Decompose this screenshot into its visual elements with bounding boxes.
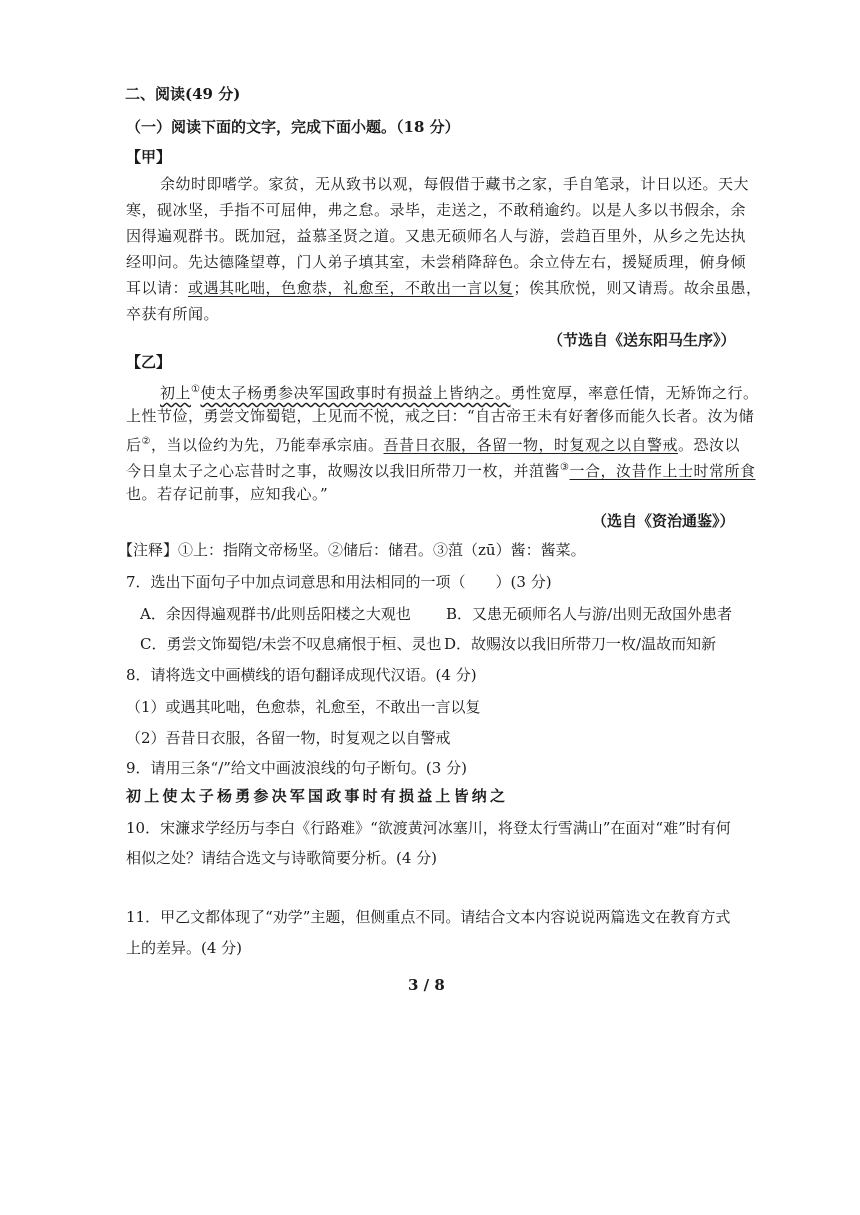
- q7-option-b: B．又患无硕师名人与游/出则无敌国外患者: [446, 605, 733, 623]
- jia-line-2: 寒，砚冰坚，手指不可屈伸，弗之怠。录毕，走送之，不敢稍逾约。以是人多以书假余，余: [126, 201, 747, 219]
- yi-line-1-post: 勇性宽厚，率意任情，无矫饰之行。: [510, 384, 759, 402]
- yi-line-5: 也。若存记前事，应知我心。”: [126, 485, 329, 503]
- jia-source: （节选自《送东阳马生序》）: [548, 331, 736, 349]
- note-marker-2: ②: [141, 436, 151, 447]
- question-11-line-1: 11．甲乙文都体现了“劝学”主题，但侧重点不同。请结合文本内容说说两篇选文在教育方式: [126, 908, 731, 926]
- q7-option-c: C．勇尝文饰蜀铠/未尝不叹息痛恨于桓、灵也: [140, 635, 442, 653]
- note-marker-3: ③: [560, 462, 570, 473]
- jia-underlined-sentence: 或遇其叱咄，色愈恭，礼愈至，不敢出一言以复: [188, 279, 514, 297]
- question-10-line-2: 相似之处？请结合选文与诗歌简要分析。(4 分): [126, 849, 438, 867]
- yi-line-2: 上性节俭，勇尝文饰蜀铠，上见而不悦，戒之曰：“自古帝王未有好奢侈而能久长者。汝为储: [126, 407, 755, 425]
- annotations: 【注释】①上：指隋文帝杨坚。②储后：储君。③菹（zū）酱：酱菜。: [118, 541, 586, 559]
- jia-line-4: 经叩问。先达德隆望尊，门人弟子填其室，未尝稍降辞色。余立侍左右，援疑质理，俯身倾: [126, 253, 747, 271]
- yi-line-3: [126, 432, 740, 455]
- yi-source: （选自《资治通鉴》）: [592, 512, 735, 530]
- question-8-part-2: （2）吾昔日衣服，各留一物，时复观之以自警戒: [126, 729, 451, 747]
- jia-line-5-post: ；俟其欣悦，则又请焉。故余虽愚，: [513, 279, 762, 297]
- question-9: 9．请用三条“/”给文中画波浪线的句子断句。(3 分): [126, 759, 467, 777]
- question-8-part-1: （1）或遇其叱咄，色愈恭，礼愈至，不敢出一言以复: [126, 698, 481, 716]
- question-9-sentence: 初上使太子杨勇参决军国政事时有损益上皆纳之: [126, 787, 509, 805]
- question-7: 7．选出下面句子中加点词意思和用法相同的一项（ ）(3 分): [126, 573, 552, 591]
- yi-wavy-sentence-a: 初上: [160, 384, 192, 402]
- jia-line-5-pre: 耳以请：: [126, 279, 189, 297]
- page-number: 3 / 8: [408, 976, 445, 994]
- jia-line-5: [126, 278, 762, 298]
- yi-line-3-mid: ，当以俭约为先，乃能奉承宗庙。: [150, 436, 384, 454]
- yi-wavy-sentence-b: 使太子杨勇参决军国政事时有损益上皆纳之。: [200, 384, 511, 402]
- yi-underlined-sentence: 吾昔日衣服，各留一物，时复观之以自警戒: [383, 436, 679, 454]
- question-8: 8．请将选文中画横线的语句翻译成现代汉语。(4 分): [126, 666, 477, 684]
- jia-line-1: 余幼时即嗜学。家贫，无从致书以观，每假借于藏书之家，手自笔录，计日以还。天大: [160, 175, 750, 193]
- yi-line-4-pre: 今日皇太子之心忘昔时之事，故赐汝以我旧所带刀一枚，并菹酱: [126, 462, 561, 480]
- jia-line-6: 卒获有所闻。: [126, 305, 220, 323]
- part1-heading: （一）阅读下面的文字，完成下面小题。（18 分）: [126, 118, 460, 136]
- jia-label: 【甲】: [126, 148, 172, 166]
- question-10-line-1: 10．宋濂求学经历与李白《行路难》“欲渡黄河冰塞川，将登太行雪满山”在面对“难”时有何: [126, 819, 731, 837]
- jia-line-3: 因得遍观群书。既加冠，益慕圣贤之道。又患无硕师名人与游，尝趋百里外，从乡之先达执: [126, 227, 747, 245]
- section-title: 二、阅读(49 分): [125, 85, 241, 103]
- yi-line-4-post: 一合，汝昔作上士时常所食: [569, 462, 756, 480]
- question-11-line-2: 上的差异。(4 分): [126, 939, 243, 957]
- yi-line-4: [126, 458, 756, 481]
- yi-line-3-pre: 后: [126, 436, 142, 454]
- yi-label: 【乙】: [126, 353, 172, 371]
- yi-line-3-post: 。恐汝以: [678, 436, 741, 454]
- yi-line-1: [160, 380, 759, 403]
- note-marker-1: ①: [191, 384, 201, 395]
- q7-option-d: D．故赐汝以我旧所带刀一枚/温故而知新: [444, 635, 717, 653]
- q7-option-a: A．余因得遍观群书/此则岳阳楼之大观也: [140, 605, 411, 623]
